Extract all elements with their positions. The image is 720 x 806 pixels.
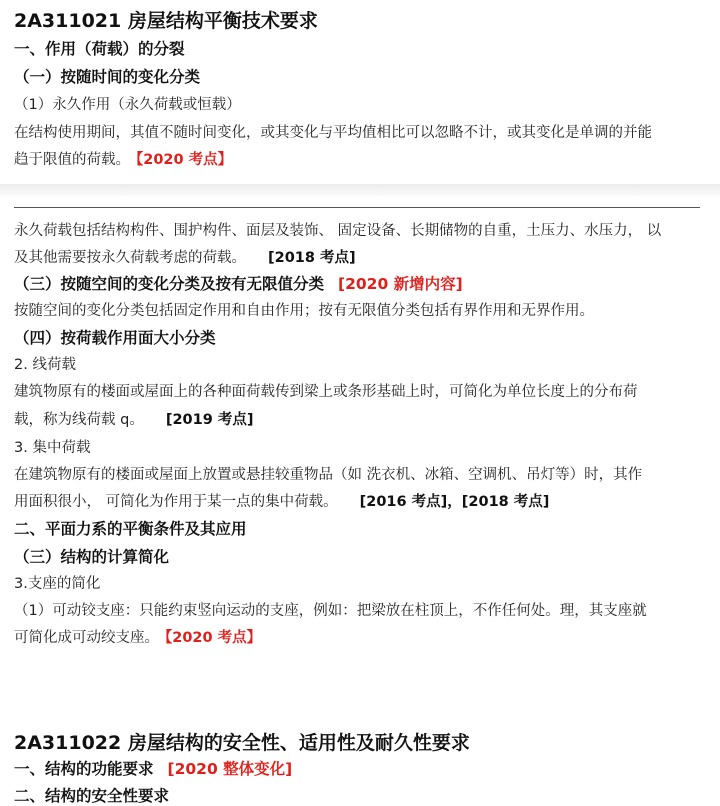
section-separator (0, 184, 720, 196)
paragraph-line (14, 246, 356, 267)
paragraph-line (14, 408, 253, 429)
paragraph-text: 趋于限值的荷载。 (14, 152, 130, 168)
paragraph-text: 可简化成可动绞支座。 (14, 630, 159, 646)
paragraph-line: 按随空间的变化分类包括固定作用和自由作用；按有无限值分类包括有界作用和无界作用。 (14, 303, 594, 319)
section-title: 2A311022 房屋结构的安全性、适用性及耐久性要求 (14, 732, 470, 754)
paragraph-text: 载，称为线荷载 q。 (14, 412, 144, 428)
heading-action-classification: 一、作用（荷载）的分裂 (14, 40, 185, 58)
paragraph-text: 用面积很小， 可简化为作用于某一点的集中荷载。 (14, 494, 338, 510)
paragraph-text: 及其他需要按永久荷载考虑的荷载。 (14, 250, 246, 266)
heading-plane-force-system: 二、平面力系的平衡条件及其应用 (14, 520, 247, 538)
heading-text: 一、结构的功能要求 (14, 760, 154, 778)
new-content-tag: [2020 新增内容] (338, 275, 463, 293)
heading-time-variation: （一）按随时间的变化分类 (14, 68, 201, 86)
paragraph-line (14, 490, 549, 511)
heading-area-classification: （四）按荷载作用面大小分类 (14, 329, 216, 347)
heading-space-variation (14, 272, 463, 294)
exam-point-tag: 【2020 考点】 (136, 152, 233, 168)
heading-calc-simplification: （三）结构的计算简化 (14, 548, 170, 566)
exam-point-tag: 【2020 考点】 (165, 630, 262, 646)
paragraph-line: 在建筑物原有的楼面或屋面上放置或悬挂较重物品（如 洗衣机、冰箱、空调机、吊灯等）时，其作 (14, 467, 643, 483)
item-concentrated-load: 3. 集中荷载 (14, 440, 91, 456)
paragraph-line (14, 148, 232, 169)
heading-safety-requirements: 二、结构的安全性要求 (14, 787, 170, 805)
item-support-simplification: 3.支座的简化 (14, 576, 101, 592)
section-title: 2A311021 房屋结构平衡技术要求 (14, 10, 318, 32)
item-line-load: 2. 线荷载 (14, 357, 76, 373)
horizontal-rule (14, 207, 700, 208)
paragraph-line (14, 626, 261, 647)
heading-text: （三）按随空间的变化分类及按有无限值分类 (14, 275, 325, 293)
change-tag: [2020 整体变化] (167, 760, 293, 778)
exam-point-tag: [2018 考点] (268, 250, 356, 266)
paragraph-line: 在结构使用期间，其值不随时间变化，或其变化与平均值相比可以忽略不计，或其变化是单调的并能 (14, 125, 652, 141)
paragraph-line: （1）可动铰支座：只能约束竖向运动的支座，例如：把梁放在柱顶上，不作任何处。理，其支座就 (14, 603, 647, 619)
exam-point-tag: [2016 考点]，[2018 考点] (359, 494, 550, 510)
paragraph-line: 建筑物原有的楼面或屋面上的各种面荷载传到梁上或条形基础上时，可简化为单位长度上的分布荷 (14, 384, 638, 400)
exam-point-tag: [2019 考点] (165, 412, 254, 428)
paragraph-line: 永久荷载包括结构构件、围护构件、面层及装饰、 固定设备、长期储物的自重，土压力、水压力， 以 (14, 223, 662, 239)
item-permanent-action: （1）永久作用（永久荷载或恒载） (14, 97, 241, 113)
heading-functional-requirements (14, 757, 292, 779)
